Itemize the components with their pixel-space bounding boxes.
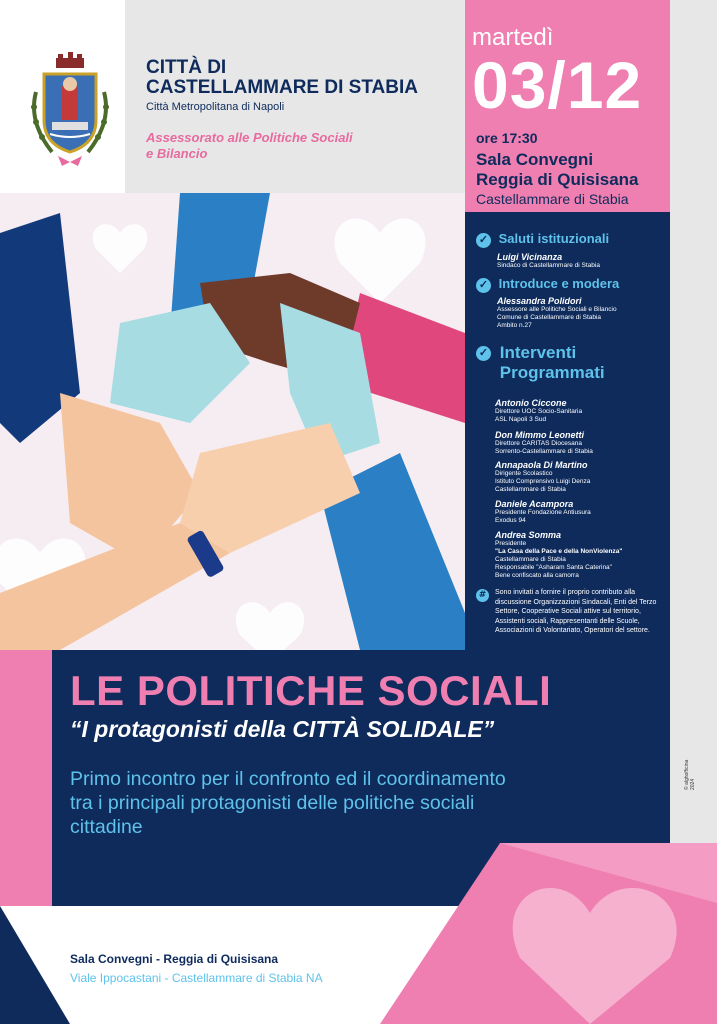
section-saluti	[476, 231, 609, 248]
section-interventi-line2: Programmati	[499, 363, 605, 382]
invitation-note: Sono invitati a fornire il proprio contributo alla discussione Organizzazioni Sindacali, Enti del Terzo Settore, Cooperative Sociali attive sul territorio, Assistenti sociali, Rappresentanti delle Scuole, Associazioni di Volontariato, Operatori del settore.	[495, 589, 657, 634]
footer-venue: Sala Convegni - Reggia di Quisisana	[70, 952, 279, 966]
description-line1: Primo incontro per il confronto ed il coordinamento	[70, 768, 506, 790]
speaker-block	[495, 530, 622, 580]
left-accent	[0, 650, 52, 906]
speaker-role: Assessore alle Politiche Sociali e Bilancio	[497, 306, 617, 313]
hash-icon: #	[476, 589, 489, 602]
section-interventi-line1: Interventi	[499, 343, 577, 362]
event-venue-line1: Sala Convegni	[476, 150, 594, 169]
check-icon: ✓	[476, 346, 491, 361]
speaker-role: Dirigente Scolastico	[495, 470, 553, 477]
city-title-line1: CITTÀ DI	[146, 57, 227, 78]
speaker-role: Direttore UOC Socio-Sanitaria	[495, 408, 583, 415]
speaker-name: Alessandra Polidori	[497, 296, 582, 306]
speaker-role: Castellammare di Stabia	[495, 486, 566, 493]
check-icon: ✓	[476, 278, 491, 293]
speaker-role: Ambito n.27	[497, 322, 532, 329]
section-introduce-label: Introduce e modera	[498, 276, 620, 291]
section-interventi	[476, 343, 605, 383]
section-saluti-label: Saluti istituzionali	[498, 231, 610, 246]
speaker-role: "La Casa della Pace e della NonViolenza"	[495, 548, 623, 555]
event-date: 03/12	[472, 48, 643, 122]
speaker-name: Luigi Vicinanza	[497, 252, 563, 262]
event-time: ore 17:30	[476, 130, 538, 146]
footer-address: Viale Ippocastani - Castellammare di Stabia NA	[70, 971, 323, 985]
city-crest-icon	[22, 52, 118, 168]
main-title: LE POLITICHE SOCIALI	[70, 667, 552, 714]
speaker-block	[497, 252, 600, 270]
section-introduce	[476, 276, 619, 293]
city-title	[146, 58, 466, 98]
side-strip	[670, 0, 717, 548]
speaker-block	[495, 460, 590, 494]
speaker-role: Castellammare di Stabia	[495, 556, 566, 563]
description	[70, 767, 660, 839]
speaker-role: Bene confiscato alla camorra	[495, 572, 579, 579]
speaker-role: Istituto Comprensivo Luigi Denza	[495, 478, 591, 485]
description-line2: tra i principali protagonisti delle politiche sociali	[70, 792, 475, 814]
speaker-role: Sorrento-Castellammare di Stabia	[495, 448, 593, 455]
credit: © alghofficina 2024	[684, 759, 696, 790]
speaker-block	[497, 296, 617, 330]
speaker-role: Presidente Fondazione Antiusura	[495, 509, 591, 516]
department-line2: e Bilancio	[146, 146, 208, 161]
speaker-role: Responsabile "Asharam Santa Caterina"	[495, 564, 612, 571]
speaker-name: Daniele Acampora	[495, 499, 574, 509]
check-icon: ✓	[476, 233, 491, 248]
speaker-role: Direttore CARITAS Diocesana	[495, 440, 582, 447]
event-venue-line2: Reggia di Quisisana	[476, 170, 639, 189]
subtitle: “I protagonisti della CITTÀ SOLIDALE”	[70, 716, 495, 742]
speaker-name: Antonio Ciccone	[495, 398, 567, 408]
department	[146, 130, 406, 162]
speaker-role: Presidente	[495, 540, 527, 547]
speaker-role: Sindaco di Castellammare di Stabia	[497, 262, 600, 269]
description-line3: cittadine	[70, 816, 143, 838]
speaker-name: Annapaola Di Martino	[495, 460, 588, 470]
speaker-name: Andrea Somma	[495, 530, 562, 540]
event-venue	[476, 150, 668, 190]
event-venue-city: Castellammare di Stabia	[476, 191, 629, 207]
city-subtitle: Città Metropolitana di Napoli	[146, 101, 285, 113]
speaker-role: Comune di Castellammare di Stabia	[497, 314, 602, 321]
speaker-block	[495, 430, 593, 456]
event-day: martedì	[472, 24, 554, 51]
speaker-role: ASL Napoli 3 Sud	[495, 416, 547, 423]
footer-triangle	[0, 906, 70, 1024]
side-strip	[670, 548, 717, 843]
heart-icon	[380, 843, 717, 1024]
speaker-name: Don Mimmo Leonetti	[495, 430, 584, 440]
hands-illustration	[0, 193, 465, 650]
speaker-role: Exodus 94	[495, 517, 526, 524]
city-title-line2: CASTELLAMMARE DI STABIA	[146, 77, 418, 98]
department-line1: Assessorato alle Politiche Sociali	[146, 130, 353, 145]
speaker-block	[495, 499, 591, 525]
speaker-block	[495, 398, 582, 424]
